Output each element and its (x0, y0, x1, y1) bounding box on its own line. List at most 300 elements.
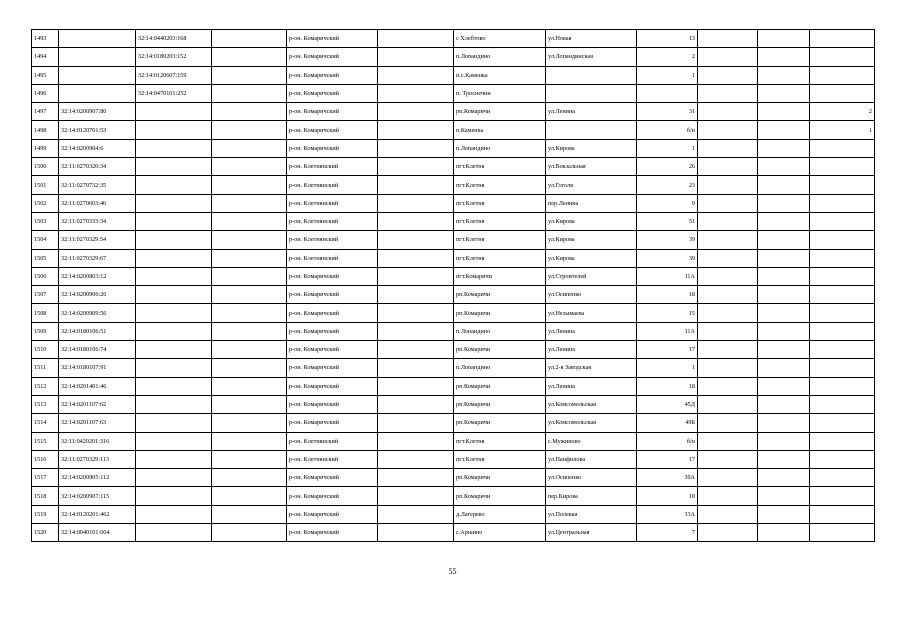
cell-blank-cell (378, 249, 454, 267)
cell-street: ул.Ленина (546, 103, 637, 121)
cell-house-number: 31 (637, 103, 698, 121)
cell-row-number: 1498 (32, 121, 59, 139)
cell-count (810, 322, 875, 340)
cell-settlement: пгт.Клетня (454, 432, 546, 450)
table-row (32, 304, 875, 322)
cell-settlement: пгт.Клетня (454, 450, 546, 468)
cell-row-number: 1502 (32, 194, 59, 212)
cell-cadastral-number-2 (136, 304, 212, 322)
cell-blank-cell (378, 84, 454, 102)
cell-cadastral-number-1 (59, 66, 136, 84)
table-row (32, 249, 875, 267)
cell-cadastral-number-2 (136, 194, 212, 212)
cell-street: ул.Гоголя (546, 176, 637, 194)
cell-cadastral-number-2 (136, 524, 212, 542)
cell-blank-cell (698, 469, 758, 487)
cell-blank-cell (212, 359, 287, 377)
cell-blank-cell (378, 212, 454, 230)
cell-street: ул.Ленина (546, 377, 637, 395)
cell-cadastral-number-2 (136, 139, 212, 157)
cell-row-number: 1507 (32, 286, 59, 304)
cell-blank-cell (212, 267, 287, 285)
cell-blank-cell (698, 377, 758, 395)
cell-blank-cell (698, 176, 758, 194)
cell-blank-cell (378, 505, 454, 523)
cell-district: р-он. Клетнянский (287, 212, 378, 230)
cell-row-number: 1513 (32, 395, 59, 413)
cell-cadastral-number-2 (136, 158, 212, 176)
cell-row-number: 1509 (32, 322, 59, 340)
table-row (32, 450, 875, 468)
cell-blank-cell (698, 505, 758, 523)
cell-count (810, 176, 875, 194)
cell-blank-cell (758, 267, 810, 285)
cell-cadastral-number-2 (136, 249, 212, 267)
cell-blank-cell (378, 139, 454, 157)
cell-row-number: 1512 (32, 377, 59, 395)
cell-settlement: рп.Комаричи (454, 469, 546, 487)
cell-settlement: рп.Комаричи (454, 341, 546, 359)
cell-blank-cell (378, 231, 454, 249)
cell-street: ул.Кирова (546, 139, 637, 157)
cell-blank-cell (378, 194, 454, 212)
cell-blank-cell (698, 48, 758, 66)
cell-cadastral-number-1: 32:14:0200905:112 (59, 469, 136, 487)
cell-street (546, 66, 637, 84)
cell-cadastral-number-1: 32:11:0270333:34 (59, 212, 136, 230)
cell-blank-cell (212, 103, 287, 121)
cell-blank-cell (698, 194, 758, 212)
cell-count (810, 505, 875, 523)
cell-blank-cell (212, 487, 287, 505)
cell-district: р-он. Комаричский (287, 48, 378, 66)
table-row (32, 231, 875, 249)
cell-blank-cell (758, 194, 810, 212)
cell-blank-cell (758, 505, 810, 523)
cell-blank-cell (378, 30, 454, 48)
table-row (32, 30, 875, 48)
cell-settlement: пгт.Клетня (454, 194, 546, 212)
cell-house-number: 39 (637, 231, 698, 249)
cell-house-number: б/н (637, 432, 698, 450)
cell-house-number: 39 (637, 249, 698, 267)
cell-district: р-он. Комаричский (287, 377, 378, 395)
cell-district: р-он. Комаричский (287, 66, 378, 84)
cell-row-number: 1495 (32, 66, 59, 84)
cell-count (810, 231, 875, 249)
cell-street: ул.Лопандинская (546, 48, 637, 66)
cell-cadastral-number-1: 32:11:0270320:34 (59, 158, 136, 176)
cell-district: р-он. Комаричский (287, 121, 378, 139)
cell-house-number: 13 (637, 30, 698, 48)
cell-count (810, 395, 875, 413)
cell-district: р-он. Клетнянский (287, 450, 378, 468)
cell-street (546, 84, 637, 102)
table-row (32, 432, 875, 450)
cell-blank-cell (758, 48, 810, 66)
cell-house-number: 30А (637, 469, 698, 487)
table-row (32, 48, 875, 66)
cell-blank-cell (698, 304, 758, 322)
cell-blank-cell (698, 432, 758, 450)
cell-house-number: 49Б (637, 414, 698, 432)
cell-house-number: 18 (637, 286, 698, 304)
cell-blank-cell (212, 194, 287, 212)
cell-cadastral-number-1: 32:14:0200906:26 (59, 286, 136, 304)
cell-count (810, 414, 875, 432)
cell-district: р-он. Комаричский (287, 395, 378, 413)
cell-house-number: 18 (637, 377, 698, 395)
cell-street: ул.Центральная (546, 524, 637, 542)
cell-count (810, 286, 875, 304)
cell-blank-cell (758, 524, 810, 542)
cell-cadastral-number-2 (136, 414, 212, 432)
cell-cadastral-number-1: 32:11:0270603:46 (59, 194, 136, 212)
cell-count (810, 30, 875, 48)
cell-cadastral-number-2: 32:14:0470101:252 (136, 84, 212, 102)
cell-blank-cell (698, 395, 758, 413)
cell-blank-cell (212, 341, 287, 359)
cell-house-number: 17 (637, 450, 698, 468)
cell-settlement: рп.Комаричи (454, 377, 546, 395)
cell-street: ул.2-я Заводская (546, 359, 637, 377)
cell-row-number: 1501 (32, 176, 59, 194)
cell-settlement: пгт.Комаричи (454, 267, 546, 285)
table-row (32, 395, 875, 413)
cell-blank-cell (698, 286, 758, 304)
cell-district: р-он. Клетнянский (287, 231, 378, 249)
cell-row-number: 1511 (32, 359, 59, 377)
cell-blank-cell (378, 286, 454, 304)
cell-count (810, 359, 875, 377)
cell-cadastral-number-1: 32:14:0200803:12 (59, 267, 136, 285)
cell-blank-cell (212, 249, 287, 267)
cell-cadastral-number-1: 32:11:0420201:316 (59, 432, 136, 450)
cell-district: р-он. Клетнянский (287, 249, 378, 267)
cell-count (810, 249, 875, 267)
cell-blank-cell (698, 30, 758, 48)
cell-cadastral-number-1: 32:14:0180107:91 (59, 359, 136, 377)
cell-house-number: 1 (637, 66, 698, 84)
cell-row-number: 1505 (32, 249, 59, 267)
cell-house-number: 7 (637, 524, 698, 542)
cell-settlement: рп.Комаричи (454, 286, 546, 304)
cell-count (810, 158, 875, 176)
cell-blank-cell (758, 395, 810, 413)
table-row (32, 66, 875, 84)
cell-blank-cell (758, 66, 810, 84)
cell-district: р-он. Комаричский (287, 524, 378, 542)
cell-blank-cell (758, 286, 810, 304)
cell-blank-cell (378, 341, 454, 359)
cell-row-number: 1500 (32, 158, 59, 176)
cell-settlement: рп.Комаричи (454, 395, 546, 413)
cell-row-number: 1516 (32, 450, 59, 468)
cell-street: ул.Новая (546, 30, 637, 48)
table-row (32, 176, 875, 194)
cell-district: р-он. Комаричский (287, 139, 378, 157)
table-row (32, 487, 875, 505)
cell-blank-cell (212, 231, 287, 249)
cell-blank-cell (212, 139, 287, 157)
cell-blank-cell (698, 212, 758, 230)
cell-cadastral-number-1: 32:14:0200909:56 (59, 304, 136, 322)
cell-house-number (637, 84, 698, 102)
cell-house-number: б/н (637, 121, 698, 139)
cell-settlement: пгт.Клетня (454, 158, 546, 176)
cell-blank-cell (698, 249, 758, 267)
table-row (32, 103, 875, 121)
cell-cadastral-number-1: 32:11:0270329:54 (59, 231, 136, 249)
cell-cadastral-number-1 (59, 30, 136, 48)
cell-house-number: 23 (637, 176, 698, 194)
cell-count (810, 48, 875, 66)
cell-count (810, 524, 875, 542)
cell-blank-cell (378, 524, 454, 542)
cell-settlement: п.Лопандино (454, 359, 546, 377)
cell-blank-cell (698, 267, 758, 285)
cell-blank-cell (212, 432, 287, 450)
cell-house-number: 26 (637, 158, 698, 176)
cell-blank-cell (212, 48, 287, 66)
table-row (32, 84, 875, 102)
table-row (32, 469, 875, 487)
cell-cadastral-number-2 (136, 395, 212, 413)
cell-street: ул.Кирова (546, 212, 637, 230)
cell-street: ул.Ленина (546, 341, 637, 359)
cell-cadastral-number-1: 32:14:0200907:80 (59, 103, 136, 121)
cell-blank-cell (758, 158, 810, 176)
cell-count (810, 194, 875, 212)
cell-street: пер.Кирова (546, 487, 637, 505)
cell-street: ул.Вокзальная (546, 158, 637, 176)
cell-blank-cell (212, 212, 287, 230)
cell-cadastral-number-1: 32:14:0120701:53 (59, 121, 136, 139)
cell-cadastral-number-2: 32:14:0180203:152 (136, 48, 212, 66)
cell-blank-cell (378, 66, 454, 84)
cell-street: с.Мужиново (546, 432, 637, 450)
cell-cadastral-number-2 (136, 267, 212, 285)
table-body (32, 30, 875, 542)
cell-blank-cell (758, 359, 810, 377)
cell-cadastral-number-2 (136, 322, 212, 340)
cell-district: р-он. Комаричский (287, 304, 378, 322)
cell-cadastral-number-2 (136, 432, 212, 450)
cell-blank-cell (698, 231, 758, 249)
cell-blank-cell (758, 231, 810, 249)
cell-blank-cell (212, 377, 287, 395)
table-row (32, 267, 875, 285)
cell-cadastral-number-1 (59, 48, 136, 66)
cell-blank-cell (698, 359, 758, 377)
cell-street: ул.Осипенко (546, 469, 637, 487)
cell-row-number: 1496 (32, 84, 59, 102)
cell-cadastral-number-2 (136, 212, 212, 230)
cell-street (546, 121, 637, 139)
cell-blank-cell (698, 524, 758, 542)
cell-cadastral-number-1: 32:11:0270329:67 (59, 249, 136, 267)
cell-row-number: 1494 (32, 48, 59, 66)
cell-row-number: 1504 (32, 231, 59, 249)
cell-count (810, 139, 875, 157)
cell-blank-cell (378, 158, 454, 176)
cell-settlement: п.Лопандино (454, 48, 546, 66)
cell-count (810, 212, 875, 230)
cell-blank-cell (212, 450, 287, 468)
cell-cadastral-number-1: 32:14:0120201:462 (59, 505, 136, 523)
cell-blank-cell (378, 48, 454, 66)
cell-settlement: пгт.Клетня (454, 176, 546, 194)
cell-district: р-он. Клетнянский (287, 176, 378, 194)
cell-blank-cell (378, 450, 454, 468)
cell-count (810, 487, 875, 505)
property-register-table (31, 29, 875, 542)
cell-blank-cell (378, 377, 454, 395)
table-row (32, 158, 875, 176)
cell-blank-cell (698, 84, 758, 102)
cell-blank-cell (758, 103, 810, 121)
cell-street: ул.Комсомольская (546, 395, 637, 413)
cell-blank-cell (758, 249, 810, 267)
cell-blank-cell (758, 377, 810, 395)
cell-district: р-он. Комаричский (287, 30, 378, 48)
cell-blank-cell (212, 304, 287, 322)
cell-house-number: 17 (637, 341, 698, 359)
cell-blank-cell (378, 395, 454, 413)
cell-district: р-он. Комаричский (287, 322, 378, 340)
cell-house-number: 1 (637, 359, 698, 377)
cell-settlement: пгт.Клетня (454, 231, 546, 249)
cell-row-number: 1493 (32, 30, 59, 48)
cell-settlement: п.с.Каменка (454, 66, 546, 84)
cell-cadastral-number-1: 32:14:0180106:51 (59, 322, 136, 340)
cell-district: р-он. Комаричский (287, 414, 378, 432)
cell-blank-cell (212, 395, 287, 413)
cell-blank-cell (378, 432, 454, 450)
cell-district: р-он. Клетнянский (287, 194, 378, 212)
cell-blank-cell (212, 469, 287, 487)
cell-cadastral-number-2 (136, 231, 212, 249)
cell-cadastral-number-2 (136, 377, 212, 395)
cell-cadastral-number-2 (136, 469, 212, 487)
cell-cadastral-number-2 (136, 341, 212, 359)
cell-blank-cell (378, 487, 454, 505)
cell-cadastral-number-1 (59, 84, 136, 102)
cell-street: ул.Комсомольская (546, 414, 637, 432)
cell-house-number: 9 (637, 194, 698, 212)
cell-district: р-он. Комаричский (287, 84, 378, 102)
cell-district: р-он. Комаричский (287, 267, 378, 285)
table-row (32, 121, 875, 139)
cell-house-number: 15 (637, 304, 698, 322)
cell-count (810, 469, 875, 487)
cell-row-number: 1514 (32, 414, 59, 432)
cell-street: ул.Осипенко (546, 286, 637, 304)
cell-cadastral-number-1: 32:14:0201107:63 (59, 414, 136, 432)
cell-blank-cell (698, 450, 758, 468)
cell-cadastral-number-1: 32:14:0180106:74 (59, 341, 136, 359)
table-row (32, 139, 875, 157)
cell-cadastral-number-2 (136, 176, 212, 194)
cell-blank-cell (758, 176, 810, 194)
cell-cadastral-number-1: 32:11:0270732:35 (59, 176, 136, 194)
cell-settlement: с.Аршино (454, 524, 546, 542)
cell-house-number: 45Д (637, 395, 698, 413)
cell-blank-cell (758, 322, 810, 340)
cell-blank-cell (698, 341, 758, 359)
cell-blank-cell (378, 359, 454, 377)
cell-blank-cell (758, 432, 810, 450)
cell-settlement: с Хлебтово (454, 30, 546, 48)
cell-house-number: 11А (637, 267, 698, 285)
cell-district: р-он. Клетнянский (287, 158, 378, 176)
cell-blank-cell (698, 414, 758, 432)
cell-street: ул.Незымаева (546, 304, 637, 322)
cell-blank-cell (698, 158, 758, 176)
table-row (32, 377, 875, 395)
cell-count (810, 84, 875, 102)
cell-blank-cell (758, 341, 810, 359)
cell-blank-cell (212, 414, 287, 432)
cell-cadastral-number-2 (136, 450, 212, 468)
table-row (32, 359, 875, 377)
cell-count: 2 (810, 103, 875, 121)
cell-district: р-он. Комаричский (287, 469, 378, 487)
cell-district: р-он. Комаричский (287, 487, 378, 505)
cell-cadastral-number-1: 32:14:0040101:604 (59, 524, 136, 542)
cell-house-number: 33А (637, 505, 698, 523)
cell-cadastral-number-2 (136, 487, 212, 505)
cell-count (810, 450, 875, 468)
cell-settlement: пгт.Клетня (454, 212, 546, 230)
table-row (32, 212, 875, 230)
cell-blank-cell (212, 66, 287, 84)
cell-cadastral-number-2 (136, 359, 212, 377)
cell-blank-cell (212, 84, 287, 102)
cell-settlement: рп.Комаричи (454, 103, 546, 121)
cell-cadastral-number-1: 32:14:0201401:46 (59, 377, 136, 395)
cell-blank-cell (698, 121, 758, 139)
cell-blank-cell (698, 103, 758, 121)
cell-row-number: 1519 (32, 505, 59, 523)
cell-count: 1 (810, 121, 875, 139)
table-row (32, 414, 875, 432)
cell-blank-cell (212, 176, 287, 194)
cell-cadastral-number-2 (136, 121, 212, 139)
cell-count (810, 304, 875, 322)
cell-blank-cell (698, 66, 758, 84)
cell-district: р-он. Комаричский (287, 359, 378, 377)
cell-blank-cell (758, 414, 810, 432)
cell-count (810, 377, 875, 395)
cell-row-number: 1506 (32, 267, 59, 285)
cell-row-number: 1515 (32, 432, 59, 450)
cell-settlement: п.Лопандино (454, 139, 546, 157)
cell-blank-cell (758, 84, 810, 102)
cell-cadastral-number-1: 32:14:0200904:6 (59, 139, 136, 157)
cell-blank-cell (758, 121, 810, 139)
cell-street: ул.Строителей (546, 267, 637, 285)
table-row (32, 194, 875, 212)
cell-cadastral-number-1: 32:11:0270329:113 (59, 450, 136, 468)
cell-blank-cell (378, 103, 454, 121)
cell-blank-cell (758, 30, 810, 48)
cell-blank-cell (758, 212, 810, 230)
cell-house-number: 10 (637, 487, 698, 505)
cell-cadastral-number-1: 32:14:0201107:62 (59, 395, 136, 413)
cell-street: ул.Ленина (546, 322, 637, 340)
cell-count (810, 432, 875, 450)
